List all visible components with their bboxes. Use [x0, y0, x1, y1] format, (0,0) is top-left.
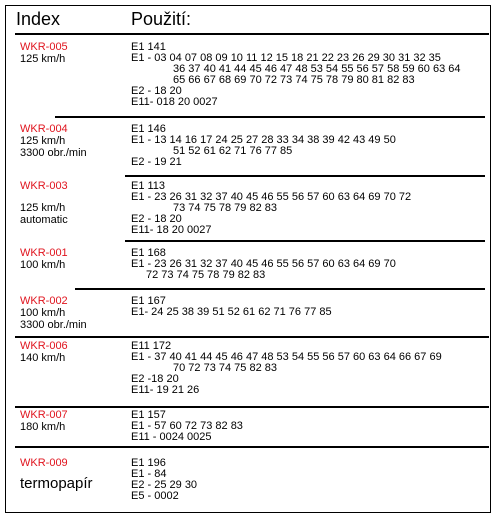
- usage-line: E1 - 13 14 16 17 24 25 27 28 33 34 38 39 42 43 49 50: [131, 134, 396, 146]
- usage-line: E5 - 0002: [131, 490, 179, 502]
- row-separator: [125, 175, 485, 177]
- row-spec: 140 km/h: [20, 352, 66, 364]
- usage-line: 65 66 67 68 69 70 72 73 74 75 78 79 80 81 82 83: [173, 74, 415, 86]
- row-index: WKR-002: [20, 295, 68, 307]
- row-index: WKR-005: [20, 41, 68, 53]
- usage-line: E2 - 18 20: [131, 213, 182, 225]
- usage-line: E1 157: [131, 409, 166, 421]
- row-spec: 100 km/h: [20, 259, 66, 271]
- row-usage: [131, 341, 442, 396]
- usage-line: 36 37 40 41 44 45 46 47 48 53 54 55 56 57 58 59 60 63 64: [173, 63, 461, 75]
- usage-line: 70 72 73 74 75 82 83: [173, 362, 277, 374]
- usage-line: E2 -18 20: [131, 373, 179, 385]
- row-separator: [75, 288, 485, 290]
- usage-line: 72 73 74 75 78 79 82 83: [146, 269, 266, 281]
- usage-line: E1 - 57 60 72 73 82 83: [131, 420, 243, 432]
- row-usage: [131, 181, 411, 236]
- usage-line: 51 52 61 62 71 76 77 85: [173, 145, 293, 157]
- row-separator: [15, 336, 489, 338]
- row-usage: [131, 410, 243, 443]
- usage-line: E1 - 23 26 31 32 37 40 45 46 55 56 57 60 63 64 69 70: [131, 258, 396, 270]
- row-spec: 125 km/h: [20, 135, 66, 147]
- row-usage: [131, 458, 197, 502]
- usage-line: E1- 24 25 38 39 51 52 61 62 71 76 77 85: [131, 306, 332, 318]
- row-index: WKR-007: [20, 409, 68, 421]
- row-index: WKR-001: [20, 247, 68, 259]
- row-separator: [125, 240, 485, 242]
- usage-line: E2 - 25 29 30: [131, 479, 198, 491]
- usage-line: E1 141: [131, 41, 166, 53]
- row-spec: 3300 obr./min: [20, 319, 87, 331]
- row-spec: termopapír: [20, 475, 93, 492]
- usage-line: E2 - 19 21: [131, 156, 182, 168]
- usage-line: E1 196: [131, 457, 166, 469]
- usage-line: E1 - 03 04 07 08 09 10 11 12 15 18 21 22 23 26 29 30 31 32 35: [131, 52, 441, 64]
- row-usage: [131, 42, 460, 108]
- row-separator: [15, 406, 489, 408]
- row-usage: [131, 296, 332, 318]
- usage-line: E2 - 18 20: [131, 85, 182, 97]
- row-spec: 180 km/h: [20, 421, 66, 433]
- usage-line: E1 - 84: [131, 468, 167, 480]
- row-usage: [131, 124, 396, 168]
- usage-column-header: Použití:: [131, 9, 192, 29]
- row-index: WKR-004: [20, 123, 68, 135]
- usage-line: E11 - 0024 0025: [131, 431, 212, 443]
- row-spec: 125 km/h: [20, 53, 66, 65]
- row-index: WKR-003: [20, 180, 68, 192]
- row-index: WKR-009: [20, 457, 68, 469]
- usage-line: E1 168: [131, 247, 166, 259]
- usage-line: E1 - 23 26 31 32 37 40 45 46 55 56 57 60 63 64 69 70 72: [131, 191, 412, 203]
- usage-line: E1 113: [131, 180, 166, 192]
- row-usage: [131, 248, 396, 281]
- row-separator: [15, 446, 489, 448]
- index-column-header: Index: [16, 9, 61, 29]
- usage-line: E11- 18 20 0027: [131, 224, 212, 236]
- usage-line: E11 172: [131, 340, 172, 352]
- row-spec: 100 km/h: [20, 307, 66, 319]
- usage-line: E1 167: [131, 295, 166, 307]
- row-separator: [55, 116, 485, 118]
- row-spec: 125 km/h: [20, 202, 66, 214]
- usage-line: E11- 19 21 26: [131, 384, 200, 396]
- usage-line: 73 74 75 78 79 82 83: [173, 202, 277, 214]
- usage-line: E1 146: [131, 123, 166, 135]
- row-index: WKR-006: [20, 340, 68, 352]
- usage-line: E11- 018 20 0027: [131, 96, 218, 108]
- row-spec: 3300 obr./min: [20, 147, 87, 159]
- row-spec: automatic: [20, 214, 68, 226]
- header-separator: [15, 33, 489, 35]
- usage-line: E1 - 37 40 41 44 45 46 47 48 53 54 55 56 57 60 63 64 66 67 69: [131, 351, 442, 363]
